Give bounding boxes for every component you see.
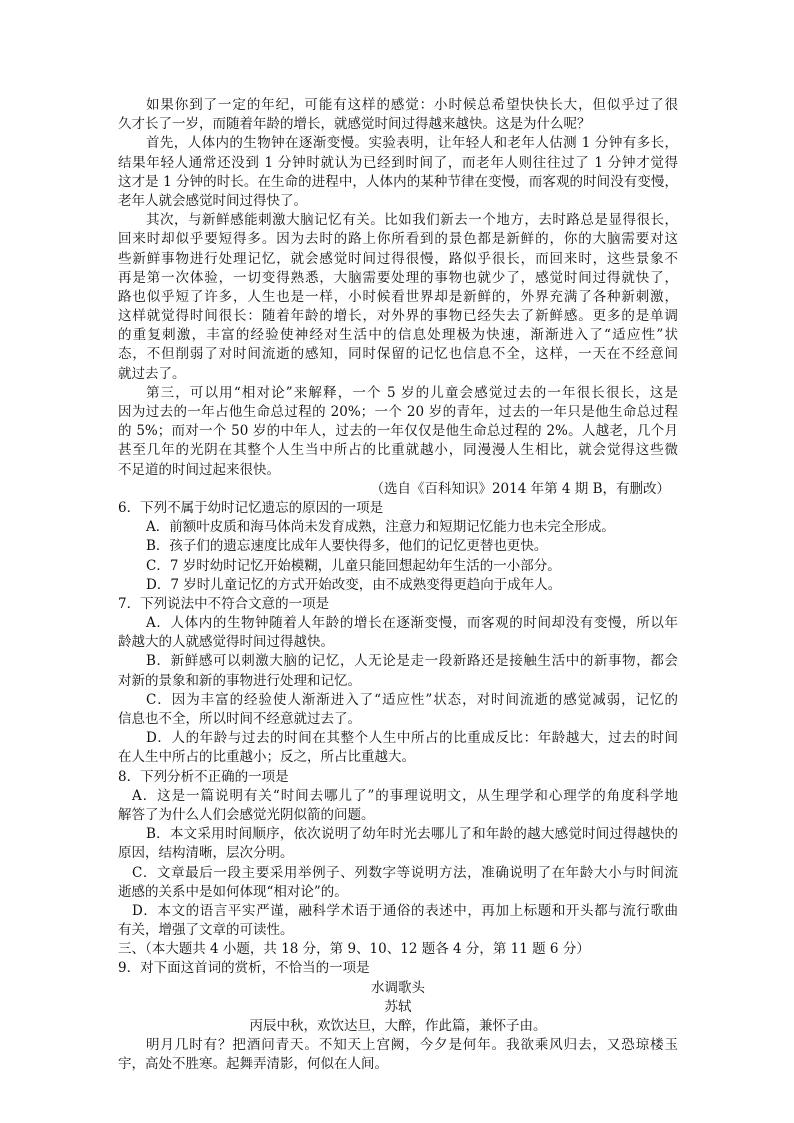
passage-line: 回来时却似乎要短得多。因为去时的路上你所看到的景色都是新鲜的，你的大脑需要对这: [118, 231, 678, 248]
option-a-cont: 龄越大的人就感觉得时间过得越快。: [118, 634, 334, 651]
passage-line: 些新鲜事物进行处理记忆，就会感觉时间过得很慢，路似乎很长，而回来时，这些景象不: [118, 250, 678, 267]
passage-line: 的重复刺激，丰富的经验使神经对生活中的信息处理极为快速，渐渐进入了“适应性”状: [118, 327, 678, 344]
option-b-cont: 原因，结构清晰，层次分明。: [118, 845, 294, 862]
passage-line: 态，不但削弱了对时间流逝的感知，同时保留的记忆也信息不全，这样，一天在不经意间: [118, 346, 678, 363]
option-d: D．7 岁时儿童记忆的方式开始改变，由不成熟变得更趋向于成年人。: [146, 576, 562, 593]
passage-line: 不足道的时间过起来很快。: [118, 461, 280, 478]
option-c-cont: 信息也不全，所以时间不经意就过去了。: [118, 711, 361, 727]
poem-preface: 丙辰中秋，欢饮达旦，大醉，作此篇，兼怀子由。: [249, 1018, 547, 1034]
question-stem: 8．下列分析不正确的一项是: [118, 768, 289, 785]
option-c-cont: 逝感的关系中是如何体现“相对论”的。: [118, 883, 348, 900]
passage-line: 这样就觉得时间很长：随着年龄的增长，对外界的事物已经失去了新鲜感。更多的是单调: [118, 308, 678, 325]
poem-line: 明月几时有？把酒问青天。不知天上宫阙，今夕是何年。我欲乘风归去，又恐琼楼玉: [146, 1037, 678, 1054]
option-a: A．这是一篇说明有关“时间去哪儿了”的事理说明文，从生理学和心理学的角度科学地: [132, 787, 678, 804]
passage-line: 这才是 1 分钟的时长。在生命的进程中，人体内的某种节律在变慢，而客观的时间没有变慢，: [118, 173, 678, 190]
passage-line: 因为过去的一年占他生命总过程的 20%；一个 20 岁的青年，过去的一年只是他生命总过程: [118, 404, 678, 420]
passage-line: 其次，与新鲜感能刺激大脑记忆有关。比如我们新去一个地方，去时路总是显得很长，: [146, 212, 678, 229]
question-stem: 7．下列说法中不符合文意的一项是: [118, 595, 330, 612]
section-heading: 三、（本大题共 4 小题，共 18 分，第 9、10、12 题各 4 分，第 11 题 6 分）: [118, 941, 590, 958]
option-a-cont: 解答了为什么人们会感觉光阴似箭的问题。: [118, 806, 375, 823]
option-a: A．人体内的生物钟随着人年龄的增长在逐渐变慢，而客观的时间却没有变慢，所以年: [146, 615, 678, 632]
option-d: D．人的年龄与过去的时间在其整个人生中所占的比重成反比：年龄越大，过去的时间: [146, 730, 678, 747]
option-b-cont: 对新的景象和新的事物进行处理和记忆。: [118, 672, 361, 689]
passage-line: 就过去了。: [118, 365, 186, 382]
option-b: B．本文采用时间顺序，依次说明了幼年时光去哪儿了和年龄的越大感觉时间过得越快的: [146, 826, 678, 843]
passage-line: 老年人就会感觉时间过得快了。: [118, 192, 307, 209]
passage-line: 第三，可以用“相对论”来解释，一个 5 岁的儿童会感觉过去的一年很长很长，这是: [146, 384, 678, 401]
option-d-cont: 在人生中所占的比重越小；反之，所占比重越大。: [118, 749, 415, 766]
option-d: D．本文的语言平实严谨，融科学术语于通俗的表述中，再加上标题和开头都与流行歌曲: [132, 902, 678, 919]
passage-line: 如果你到了一定的年纪，可能有这样的感觉：小时候总希望快快长大，但似乎过了很: [146, 97, 678, 113]
passage-line: 久才长了一岁，而随着年龄的增长，就感觉时间过得越来越快。这是为什么呢？: [118, 116, 591, 133]
option-c: C．文章最后一段主要采用举例子、列数字等说明方法，准确说明了在年龄大小与时间流: [132, 864, 678, 881]
option-c: C．因为丰富的经验使人渐渐进入了“适应性”状态，对时间流逝的感觉减弱，记忆的: [146, 691, 678, 708]
poem-title: 水调歌头: [371, 979, 425, 996]
passage-line: 路也似乎短了许多，人生也是一样，小时候看世界却是新鲜的，外界充满了各种新刺激，: [118, 288, 678, 305]
passage-line: 结果年轻人通常还没到 1 分钟时就认为已经到时间了，而老年人则往往过了 1 分钟才觉得: [118, 154, 678, 171]
option-d-cont: 有关，增强了文章的可读性。: [118, 922, 294, 939]
exam-page: [118, 96, 678, 1075]
passage-line: 的 5%；而对一个 50 岁的中年人，过去的一年仅仅是他生命总过程的 2%。人越老，几个月: [118, 423, 678, 440]
question-stem: 6．下列不属于幼时记忆遗忘的原因的一项是: [118, 499, 384, 516]
option-c: C．7 岁时幼时记忆开始模糊，儿童只能回想起幼年生活的一小部分。: [146, 557, 561, 574]
passage-line: 甚至几年的光阴在其整个人生当中所占的比重就越小，同漫漫人生相比，就会觉得这些微: [118, 442, 678, 459]
option-b: B．新鲜感可以刺激大脑的记忆，人无论是走一段新路还是接触生活中的新事物，都会: [146, 653, 678, 670]
option-b: B．孩子们的遗忘速度比成年人要快得多，他们的记忆更替也更快。: [146, 538, 548, 555]
passage-source: （选自《百科知识》2014 年第 4 期 B，有删改）: [370, 480, 670, 497]
poem-line: 宇，高处不胜寒。起舞弄清影，何似在人间。: [118, 1056, 388, 1073]
question-stem: 9．对下面这首词的赏析，不恰当的一项是: [118, 960, 370, 977]
option-a: A．前额叶皮质和海马体尚未发育成熟，注意力和短期记忆能力也未完全形成。: [146, 519, 615, 536]
passage-line: 首先，人体内的生物钟在逐渐变慢。实验表明，让年轻人和老年人估测 1 分钟有多长，: [146, 135, 678, 152]
passage-line: 再是第一次体验，一切变得熟悉，大脑需要处理的事物也就少了，感觉时间过得就快了，: [118, 269, 678, 286]
poem-author: 苏轼: [384, 998, 412, 1015]
